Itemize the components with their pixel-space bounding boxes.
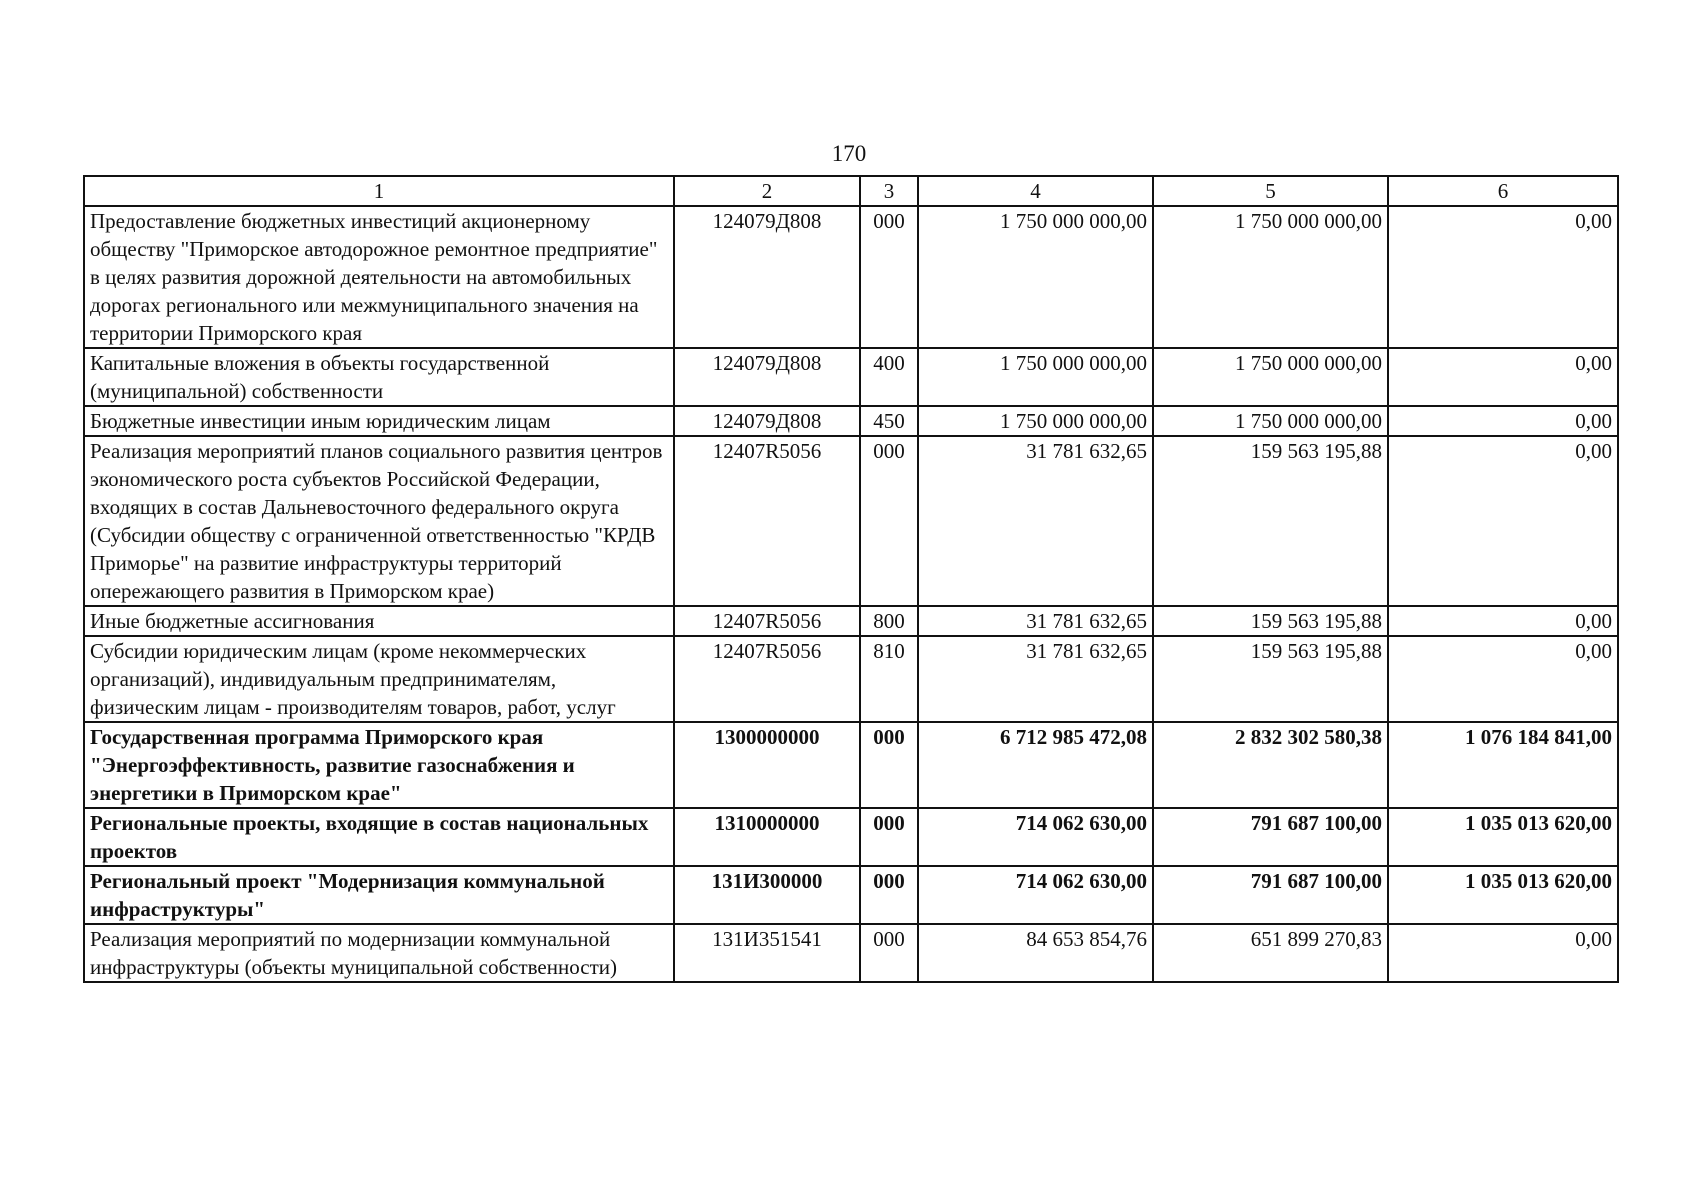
row-expense-type: 810 <box>860 636 918 722</box>
row-amount-4: 1 750 000 000,00 <box>918 406 1153 436</box>
row-amount-6: 0,00 <box>1388 206 1618 348</box>
row-amount-5: 791 687 100,00 <box>1153 866 1388 924</box>
row-expense-type: 000 <box>860 206 918 348</box>
row-name: Государственная программа Приморского края "Энергоэффективность, развитие газоснабжения и энергетики в Приморском крае" <box>84 722 674 808</box>
header-col-2: 2 <box>674 176 860 206</box>
row-amount-6: 0,00 <box>1388 348 1618 406</box>
row-expense-type: 000 <box>860 924 918 982</box>
row-amount-6: 0,00 <box>1388 406 1618 436</box>
table-row <box>84 348 1618 406</box>
row-amount-4: 31 781 632,65 <box>918 636 1153 722</box>
row-amount-6: 0,00 <box>1388 636 1618 722</box>
row-amount-4: 714 062 630,00 <box>918 808 1153 866</box>
row-target-code: 1310000000 <box>674 808 860 866</box>
row-amount-5: 159 563 195,88 <box>1153 436 1388 606</box>
row-amount-4: 1 750 000 000,00 <box>918 348 1153 406</box>
row-target-code: 131И300000 <box>674 866 860 924</box>
row-amount-5: 1 750 000 000,00 <box>1153 206 1388 348</box>
row-target-code: 12407R5056 <box>674 636 860 722</box>
row-amount-5: 1 750 000 000,00 <box>1153 348 1388 406</box>
header-col-5: 5 <box>1153 176 1388 206</box>
row-amount-5: 159 563 195,88 <box>1153 636 1388 722</box>
row-expense-type: 000 <box>860 808 918 866</box>
header-col-6: 6 <box>1388 176 1618 206</box>
row-amount-6: 1 035 013 620,00 <box>1388 866 1618 924</box>
row-expense-type: 800 <box>860 606 918 636</box>
header-row <box>84 176 1618 206</box>
budget-table <box>83 175 1619 983</box>
row-amount-5: 1 750 000 000,00 <box>1153 406 1388 436</box>
row-target-code: 1300000000 <box>674 722 860 808</box>
row-amount-4: 1 750 000 000,00 <box>918 206 1153 348</box>
header-col-4: 4 <box>918 176 1153 206</box>
row-amount-4: 84 653 854,76 <box>918 924 1153 982</box>
row-name: Реализация мероприятий по модернизации коммунальной инфраструктуры (объекты муниципальной собственности) <box>84 924 674 982</box>
row-expense-type: 450 <box>860 406 918 436</box>
row-target-code: 124079Д808 <box>674 406 860 436</box>
row-name: Реализация мероприятий планов социального развития центров экономического роста субъектов Российской Федерации, входящих в состав Дальневосточного федерального округа (Субсидии обществу с ограниченной ответственностью "КРДВ Приморье" на развитие инфраструктуры территорий опережающего развития в Приморском крае) <box>84 436 674 606</box>
row-amount-4: 31 781 632,65 <box>918 606 1153 636</box>
row-amount-5: 651 899 270,83 <box>1153 924 1388 982</box>
row-amount-4: 714 062 630,00 <box>918 866 1153 924</box>
row-amount-6: 1 035 013 620,00 <box>1388 808 1618 866</box>
row-name: Бюджетные инвестиции иным юридическим лицам <box>84 406 674 436</box>
table-row <box>84 206 1618 348</box>
row-expense-type: 000 <box>860 866 918 924</box>
row-target-code: 12407R5056 <box>674 436 860 606</box>
header-col-3: 3 <box>860 176 918 206</box>
row-amount-5: 2 832 302 580,38 <box>1153 722 1388 808</box>
row-target-code: 12407R5056 <box>674 606 860 636</box>
row-name: Субсидии юридическим лицам (кроме некоммерческих организаций), индивидуальным предпринимателям, физическим лицам - производителям товаров, работ, услуг <box>84 636 674 722</box>
row-target-code: 124079Д808 <box>674 206 860 348</box>
header-col-1: 1 <box>84 176 674 206</box>
row-name: Региональный проект "Модернизация коммунальной инфраструктуры" <box>84 866 674 924</box>
row-amount-6: 0,00 <box>1388 924 1618 982</box>
row-amount-5: 159 563 195,88 <box>1153 606 1388 636</box>
table-row <box>84 606 1618 636</box>
row-name: Региональные проекты, входящие в состав национальных проектов <box>84 808 674 866</box>
row-target-code: 131И351541 <box>674 924 860 982</box>
row-expense-type: 400 <box>860 348 918 406</box>
table-row-program <box>84 722 1618 808</box>
row-name: Капитальные вложения в объекты государственной (муниципальной) собственности <box>84 348 674 406</box>
table-row <box>84 924 1618 982</box>
table-row-project <box>84 866 1618 924</box>
row-amount-5: 791 687 100,00 <box>1153 808 1388 866</box>
table-row <box>84 436 1618 606</box>
row-expense-type: 000 <box>860 436 918 606</box>
table-row-project-group <box>84 808 1618 866</box>
table-row <box>84 406 1618 436</box>
row-expense-type: 000 <box>860 722 918 808</box>
row-amount-4: 31 781 632,65 <box>918 436 1153 606</box>
row-name: Иные бюджетные ассигнования <box>84 606 674 636</box>
row-amount-4: 6 712 985 472,08 <box>918 722 1153 808</box>
row-amount-6: 0,00 <box>1388 436 1618 606</box>
row-name: Предоставление бюджетных инвестиций акционерному обществу "Приморское автодорожное ремонтное предприятие" в целях развития дорожной деятельности на автомобильных дорогах регионального или межмуниципального значения на территории Приморского края <box>84 206 674 348</box>
row-amount-6: 0,00 <box>1388 606 1618 636</box>
row-amount-6: 1 076 184 841,00 <box>1388 722 1618 808</box>
row-target-code: 124079Д808 <box>674 348 860 406</box>
page-number: 170 <box>831 141 867 166</box>
table-row <box>84 636 1618 722</box>
